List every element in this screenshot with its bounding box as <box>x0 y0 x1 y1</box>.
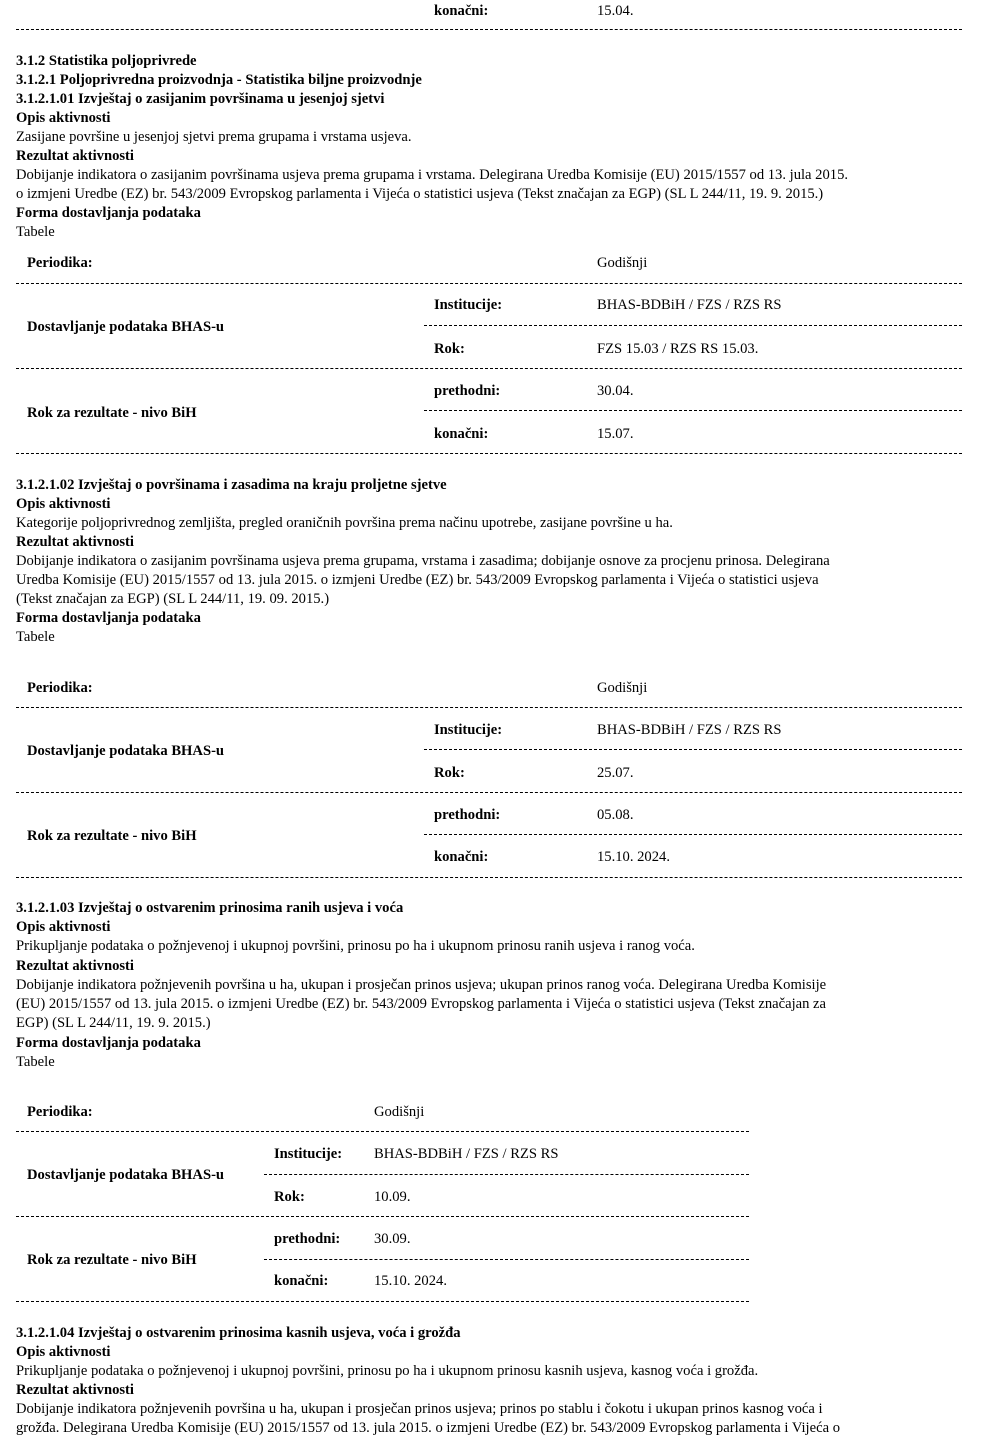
forma-label: Forma dostavljanja podataka <box>16 610 201 626</box>
rezultat-text-line: Dobijanje indikatora požnjevenih površina u ha, ukupan i prosječan prinos usjeva; ukupan prinos ranog voća. Delegirana Uredba Komisije <box>16 977 827 993</box>
institucije-label: Institucije: <box>434 722 503 738</box>
rok-rezultate-label: Rok za rezultate - nivo BiH <box>27 405 197 421</box>
periodika-value: Godišnji <box>597 680 648 696</box>
rezultat-text-line: (EU) 2015/1557 od 13. jula 2015. o izmjeni Uredbe (EZ) br. 543/2009 Evropskog parlamenta i Vijeća o statistici usjeva (Tekst značajan za <box>16 996 826 1012</box>
forma-text: Tabele <box>16 224 55 240</box>
divider <box>16 1301 749 1302</box>
rok-value: FZS 15.03 / RZS RS 15.03. <box>597 341 759 357</box>
rezultat-text-line: Dobijanje indikatora o zasijanim površinama usjeva prema grupama, vrstama i zasadima; dobijanje osnove za procjenu prinosa. Delegirana <box>16 553 830 569</box>
dostavljanje-label: Dostavljanje podataka BHAS-u <box>27 743 225 759</box>
heading-biljna-proizvodnja: 3.1.2.1 Poljoprivredna proizvodnja - Statistika biljne proizvodnje <box>16 72 422 88</box>
divider <box>424 325 962 326</box>
rezultat-label: Rezultat aktivnosti <box>16 958 134 974</box>
opis-label: Opis aktivnosti <box>16 919 111 935</box>
divider <box>424 749 962 750</box>
rezultat-text-line: o izmjeni Uredbe (EZ) br. 543/2009 Evropskog parlamenta i Vijeća o statistici usjeva (Tekst značajan za EGP) (SL L 244/11, 19. 9. 2015.) <box>16 186 824 202</box>
forma-label: Forma dostavljanja podataka <box>16 1035 201 1051</box>
rok-value: 10.09. <box>374 1189 411 1205</box>
divider <box>264 1259 749 1260</box>
section-title: 3.1.2.1.02 Izvještaj o površinama i zasadima na kraju proljetne sjetve <box>16 477 447 493</box>
periodika-label: Periodika: <box>27 255 93 271</box>
rok-label: Rok: <box>274 1189 305 1205</box>
divider <box>264 1174 749 1175</box>
rezultat-label: Rezultat aktivnosti <box>16 534 134 550</box>
opis-text: Prikupljanje podataka o požnjevenoj i ukupnoj površini, prinosu po ha i ukupnom prinosu ranih usjeva i ranog voća. <box>16 938 695 954</box>
forma-text: Tabele <box>16 1054 55 1070</box>
opis-label: Opis aktivnosti <box>16 1344 111 1360</box>
rezultat-text-line: (Tekst značajan za EGP) (SL L 244/11, 19. 09. 2015.) <box>16 591 330 607</box>
rok-label: Rok: <box>434 341 465 357</box>
konacni-label: konačni: <box>434 426 489 442</box>
divider <box>16 368 962 369</box>
divider <box>16 29 962 30</box>
opis-label: Opis aktivnosti <box>16 110 111 126</box>
opis-text: Prikupljanje podataka o požnjevenoj i ukupnoj površini, prinosu po ha i ukupnom prinosu kasnih usjeva, kasnog voća i grožđa. <box>16 1363 759 1379</box>
periodika-label: Periodika: <box>27 1104 93 1120</box>
rok-rezultate-label: Rok za rezultate - nivo BiH <box>27 1252 197 1268</box>
heading-statistika-poljoprivrede: 3.1.2 Statistika poljoprivrede <box>16 53 197 69</box>
divider <box>16 1131 749 1132</box>
top-konacni-label: konačni: <box>434 3 489 19</box>
prethodni-value: 05.08. <box>597 807 634 823</box>
prethodni-value: 30.04. <box>597 383 634 399</box>
institucije-value: BHAS-BDBiH / FZS / RZS RS <box>374 1146 559 1162</box>
rok-label: Rok: <box>434 765 465 781</box>
prethodni-label: prethodni: <box>274 1231 341 1247</box>
divider <box>16 792 962 793</box>
divider <box>16 707 962 708</box>
periodika-value: Godišnji <box>374 1104 425 1120</box>
periodika-label: Periodika: <box>27 680 93 696</box>
divider <box>16 283 962 284</box>
prethodni-label: prethodni: <box>434 807 501 823</box>
divider <box>424 834 962 835</box>
opis-label: Opis aktivnosti <box>16 496 111 512</box>
rezultat-text-line: Dobijanje indikatora o zasijanim površinama usjeva prema grupama i vrstama. Delegirana Uredba Komisije (EU) 2015/1557 od 13. jula 2015. <box>16 167 849 183</box>
rezultat-text-line: Uredba Komisije (EU) 2015/1557 od 13. jula 2015. o izmjeni Uredbe (EZ) br. 543/2009 Evropskog parlamenta i Vijeća o statistici usjeva <box>16 572 819 588</box>
forma-text: Tabele <box>16 629 55 645</box>
konacni-value: 15.10. 2024. <box>597 849 670 865</box>
rok-value: 25.07. <box>597 765 634 781</box>
divider <box>16 877 962 878</box>
periodika-value: Godišnji <box>597 255 648 271</box>
prethodni-label: prethodni: <box>434 383 501 399</box>
opis-text: Zasijane površine u jesenjoj sjetvi prema grupama i vrstama usjeva. <box>16 129 412 145</box>
rezultat-text-line: grožđa. Delegirana Uredba Komisije (EU) 2015/1557 od 13. jula 2015. o izmjeni Uredbe (EZ) br. 543/2009 Evropskog parlamenta i Vijeća o <box>16 1420 840 1436</box>
dostavljanje-label: Dostavljanje podataka BHAS-u <box>27 319 225 335</box>
rezultat-text-line: Dobijanje indikatora požnjevenih površina u ha, ukupan i prosječan prinos usjeva; prinos po stablu i čokotu i ukupan prinos kasnog voća i <box>16 1401 823 1417</box>
konacni-label: konačni: <box>434 849 489 865</box>
konacni-value: 15.10. 2024. <box>374 1273 447 1289</box>
divider <box>16 1216 749 1217</box>
rezultat-label: Rezultat aktivnosti <box>16 1382 134 1398</box>
institucije-label: Institucije: <box>434 297 503 313</box>
prethodni-value: 30.09. <box>374 1231 411 1247</box>
institucije-label: Institucije: <box>274 1146 343 1162</box>
rezultat-text-line: EGP) (SL L 244/11, 19. 9. 2015.) <box>16 1015 211 1031</box>
section-title: 3.1.2.1.01 Izvještaj o zasijanim površinama u jesenjoj sjetvi <box>16 91 385 107</box>
opis-text: Kategorije poljoprivrednog zemljišta, pregled oraničnih površina prema načinu upotrebe, zasijane površine u ha. <box>16 515 673 531</box>
institucije-value: BHAS-BDBiH / FZS / RZS RS <box>597 297 782 313</box>
konacni-value: 15.07. <box>597 426 634 442</box>
dostavljanje-label: Dostavljanje podataka BHAS-u <box>27 1167 225 1183</box>
rok-rezultate-label: Rok za rezultate - nivo BiH <box>27 828 197 844</box>
rezultat-label: Rezultat aktivnosti <box>16 148 134 164</box>
institucije-value: BHAS-BDBiH / FZS / RZS RS <box>597 722 782 738</box>
divider <box>16 453 962 454</box>
forma-label: Forma dostavljanja podataka <box>16 205 201 221</box>
konacni-label: konačni: <box>274 1273 329 1289</box>
section-title: 3.1.2.1.04 Izvještaj o ostvarenim prinosima kasnih usjeva, voća i grožđa <box>16 1325 461 1341</box>
divider <box>424 410 962 411</box>
section-title: 3.1.2.1.03 Izvještaj o ostvarenim prinosima ranih usjeva i voća <box>16 900 404 916</box>
top-konacni-value: 15.04. <box>597 3 634 19</box>
